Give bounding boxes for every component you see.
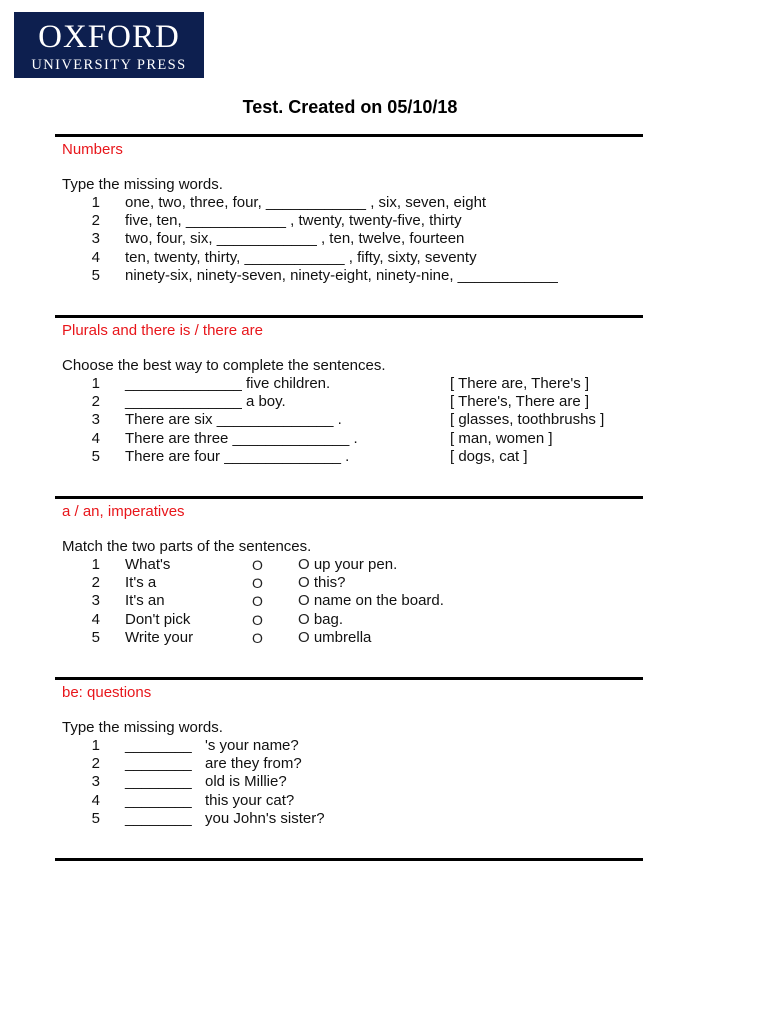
- question-number: 2: [91, 755, 100, 773]
- section-instruction: Type the missing words.: [62, 719, 223, 736]
- answer-blank[interactable]: ________: [125, 755, 192, 773]
- match-right-circle[interactable]: O: [298, 556, 310, 573]
- question-number: 3: [91, 592, 100, 610]
- match-left-circle[interactable]: O: [252, 629, 263, 646]
- question-row: [62, 755, 652, 773]
- question-row: [62, 212, 652, 230]
- match-right-text: this?: [313, 574, 346, 592]
- section-instruction: Match the two parts of the sentences.: [62, 538, 312, 555]
- section-numbers: [62, 141, 652, 285]
- match-right-text: name on the board.: [313, 592, 444, 610]
- question-number: 4: [91, 429, 100, 447]
- section-questions: [62, 684, 652, 828]
- answer-options: [ man, women ]: [450, 429, 553, 447]
- match-left-circle[interactable]: O: [252, 557, 263, 573]
- question-number: 5: [91, 447, 100, 465]
- answer-blank[interactable]: ________: [125, 737, 192, 754]
- match-right: [298, 629, 371, 647]
- question-number: 1: [91, 194, 100, 211]
- oxford-logo: [14, 12, 204, 78]
- question-text: you John's sister?: [205, 809, 325, 827]
- question-number: 3: [91, 230, 100, 248]
- question-text: ninety-six, ninety-seven, ninety-eight, ninety-nine, ____________: [125, 266, 558, 284]
- question-number: 3: [91, 411, 100, 429]
- question-number: 2: [91, 393, 100, 411]
- section-title: be: questions: [62, 684, 152, 701]
- match-left-text: It's an: [125, 592, 165, 610]
- section-divider: [55, 496, 643, 499]
- match-right-text: up your pen.: [313, 556, 398, 573]
- question-row: [62, 194, 652, 212]
- section-instruction: Type the missing words.: [62, 176, 223, 193]
- page-title: Test. Created on 05/10/18: [242, 97, 458, 117]
- section-articles: [62, 503, 652, 647]
- section-divider: [55, 134, 643, 137]
- match-right: [298, 611, 343, 629]
- answer-options: [ There are, There's ]: [450, 375, 590, 392]
- question-row: [62, 448, 652, 466]
- logo-sub-text: UNIVERSITY PRESS: [31, 57, 187, 73]
- match-row: [62, 592, 652, 610]
- answer-options: [ There's, There are ]: [450, 393, 590, 411]
- match-right-circle[interactable]: O: [298, 574, 310, 592]
- match-left-circle[interactable]: O: [252, 611, 263, 628]
- match-right-text: umbrella: [313, 628, 372, 646]
- section-divider: [55, 315, 643, 318]
- match-right-circle[interactable]: O: [298, 610, 310, 628]
- match-left-text: Write your: [125, 628, 194, 646]
- match-left-text: What's: [125, 556, 171, 573]
- question-row: [62, 267, 652, 285]
- question-text: are they from?: [205, 755, 302, 773]
- question-row: [62, 411, 652, 429]
- match-left-text: Don't pick: [125, 610, 191, 628]
- question-text: There are four ______________ .: [125, 447, 350, 465]
- question-text: There are six ______________ .: [125, 411, 342, 429]
- question-row: [62, 393, 652, 411]
- question-row: [62, 375, 652, 393]
- match-right-circle[interactable]: O: [298, 628, 310, 646]
- answer-options: [ glasses, toothbrushs ]: [450, 411, 605, 429]
- question-text: ten, twenty, thirty, ____________ , fifty, sixty, seventy: [125, 248, 477, 266]
- section-instruction: Choose the best way to complete the sentences.: [62, 357, 386, 374]
- section-title: Plurals and there is / there are: [62, 322, 263, 339]
- section-title: a / an, imperatives: [62, 503, 185, 520]
- question-row: [62, 230, 652, 248]
- match-row: [62, 611, 652, 629]
- question-number: 5: [91, 266, 100, 284]
- match-row: [62, 574, 652, 592]
- section-plurals: [62, 322, 652, 466]
- match-right: [298, 556, 397, 574]
- question-text: There are three ______________ .: [125, 429, 358, 447]
- match-right: [298, 574, 346, 592]
- match-row: [62, 556, 652, 574]
- question-number: 4: [91, 610, 100, 628]
- match-left-text: It's a: [125, 574, 157, 592]
- question-number: 1: [91, 737, 100, 754]
- question-text: ______________ a boy.: [125, 393, 286, 411]
- question-text: five, ten, ____________ , twenty, twenty-five, thirty: [125, 212, 462, 230]
- answer-options: [ dogs, cat ]: [450, 447, 528, 465]
- logo-main-text: OXFORD: [38, 19, 180, 55]
- match-left-circle[interactable]: O: [252, 593, 263, 610]
- question-number: 5: [91, 628, 100, 646]
- question-number: 2: [91, 212, 100, 230]
- match-left-circle[interactable]: O: [252, 575, 263, 592]
- section-divider: [55, 858, 643, 861]
- match-row: [62, 629, 652, 647]
- question-row: [62, 810, 652, 828]
- question-text: one, two, three, four, ____________ , six, seven, eight: [125, 194, 487, 211]
- question-number: 5: [91, 809, 100, 827]
- question-text: ______________ five children.: [125, 375, 331, 392]
- question-text: this your cat?: [205, 791, 295, 809]
- answer-blank[interactable]: ________: [125, 791, 192, 809]
- question-row: [62, 430, 652, 448]
- answer-blank[interactable]: ________: [125, 809, 192, 827]
- question-number: 3: [91, 773, 100, 791]
- question-text: old is Millie?: [205, 773, 287, 791]
- question-row: [62, 792, 652, 810]
- question-number: 1: [91, 556, 100, 573]
- section-title: Numbers: [62, 141, 123, 158]
- question-row: [62, 773, 652, 791]
- question-number: 4: [91, 248, 100, 266]
- question-text: two, four, six, ____________ , ten, twelve, fourteen: [125, 230, 465, 248]
- question-text: 's your name?: [205, 737, 299, 754]
- section-divider: [55, 677, 643, 680]
- match-right-circle[interactable]: O: [298, 592, 310, 610]
- question-number: 1: [91, 375, 100, 392]
- question-row: [62, 737, 652, 755]
- match-right: [298, 592, 444, 610]
- match-right-text: bag.: [313, 610, 344, 628]
- answer-blank[interactable]: ________: [125, 773, 192, 791]
- question-row: [62, 249, 652, 267]
- question-number: 4: [91, 791, 100, 809]
- question-number: 2: [91, 574, 100, 592]
